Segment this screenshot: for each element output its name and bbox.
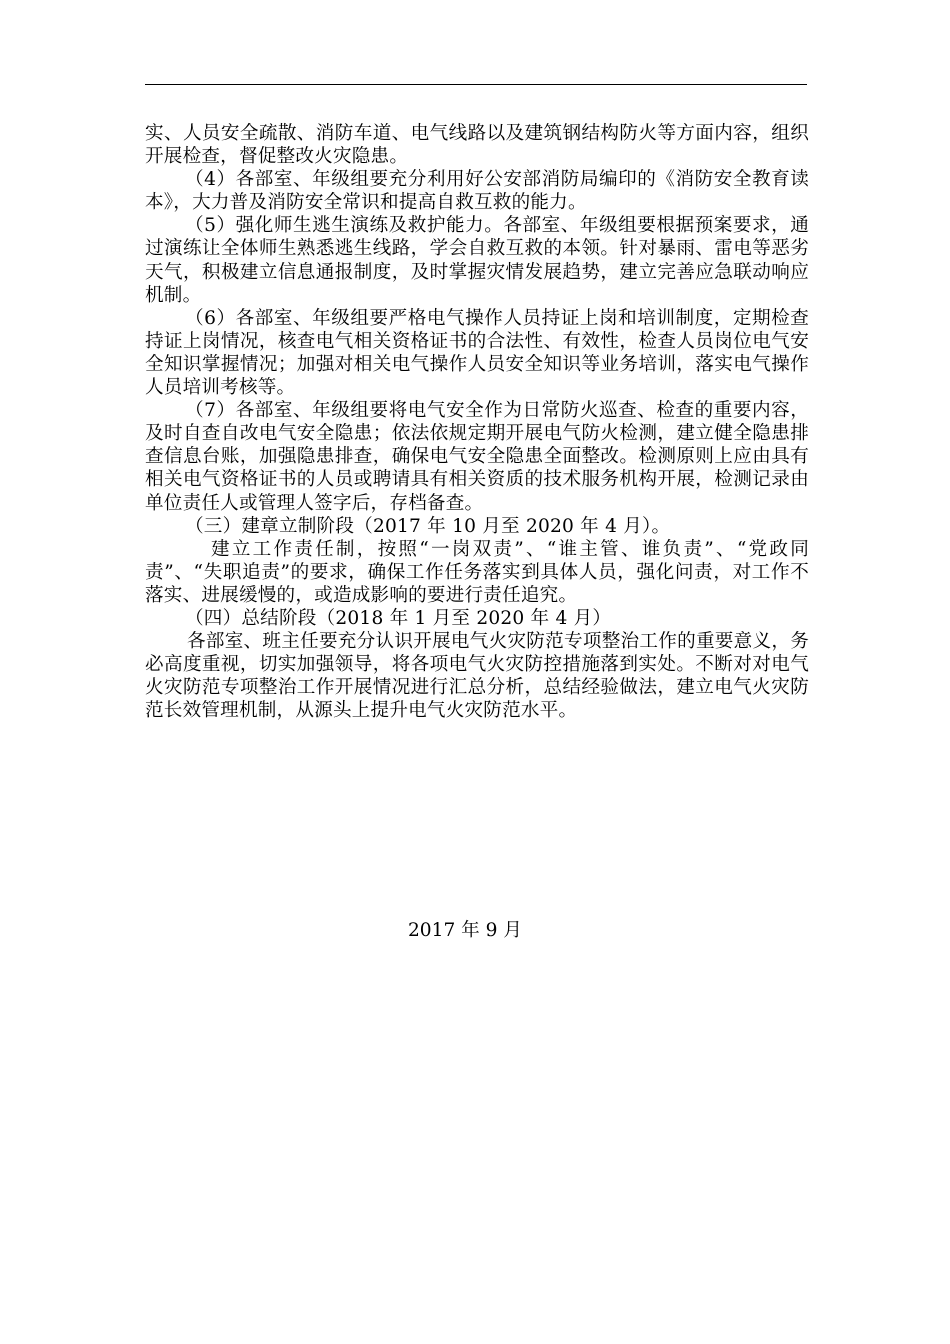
paragraph-item-5: （5）强化师生逃生演练及救护能力。各部室、年级组要根据预案要求，通过演练让全体师生熟悉逃生线路，学会自救互救的本领。针对暴雨、雷电等恶劣天气，积极建立信息通报制度，及时掌握灾情发展趋势，建立完善应急联动响应机制。 [145, 215, 809, 306]
header-rule [145, 84, 807, 85]
paragraph-summary: 各部室、班主任要充分认识开展电气火灾防范专项整治工作的重要意义，务必高度重视，切实加强领导，将各项电气火灾防控措施落到实处。不断对对电气火灾防范专项整治工作开展情况进行汇总分析，总结经验做法，建立电气火灾防范长效管理机制，从源头上提升电气火灾防范水平。 [145, 631, 809, 722]
document-body [145, 122, 809, 722]
paragraph-item-4: （4）各部室、年级组要充分利用好公安部消防局编印的《消防安全教育读本》，大力普及消防安全常识和提高自救互救的能力。 [145, 169, 809, 214]
date-text: 2017 年 9 月 [407, 920, 523, 941]
document-date [0, 919, 950, 942]
paragraph-responsibility: 建立工作责任制，按照“一岗双责”、“谁主管、谁负责”、“党政同责”、“失职追责”的要求，确保工作任务落实到具体人员，强化问责，对工作不落实、进展缓慢的，或造成影响的要进行责任追究。 [145, 538, 809, 606]
section-heading-3: （三）建章立制阶段（2017 年 10 月至 2020 年 4 月）。 [185, 515, 671, 537]
paragraph-item-6: （6）各部室、年级组要严格电气操作人员持证上岗和培训制度，定期检查持证上岗情况，核查电气相关资格证书的合法性、有效性，检查人员岗位电气安全知识掌握情况；加强对相关电气操作人员安全知识等业务培训，落实电气操作人员培训考核等。 [145, 307, 809, 399]
paragraph-item-7: （7）各部室、年级组要将电气安全作为日常防火巡查、检查的重要内容，及时自查自改电气安全隐患；依法依规定期开展电气防火检测，建立健全隐患排查信息台账，加强隐患排查，确保电气安全隐患全面整改。检测原则上应由具有相关电气资格证书的人员或聘请具有相关资质的技术服务机构开展，检测记录由单位责任人或管理人签字后，存档备查。 [145, 400, 809, 514]
paragraph-continuation: 实、人员安全疏散、消防车道、电气线路以及建筑钢结构防火等方面内容，组织开展检查，督促整改火灾隐患。 [145, 123, 809, 168]
section-heading-4: （四）总结阶段（2018 年 1 月至 2020 年 4 月） [185, 607, 612, 629]
